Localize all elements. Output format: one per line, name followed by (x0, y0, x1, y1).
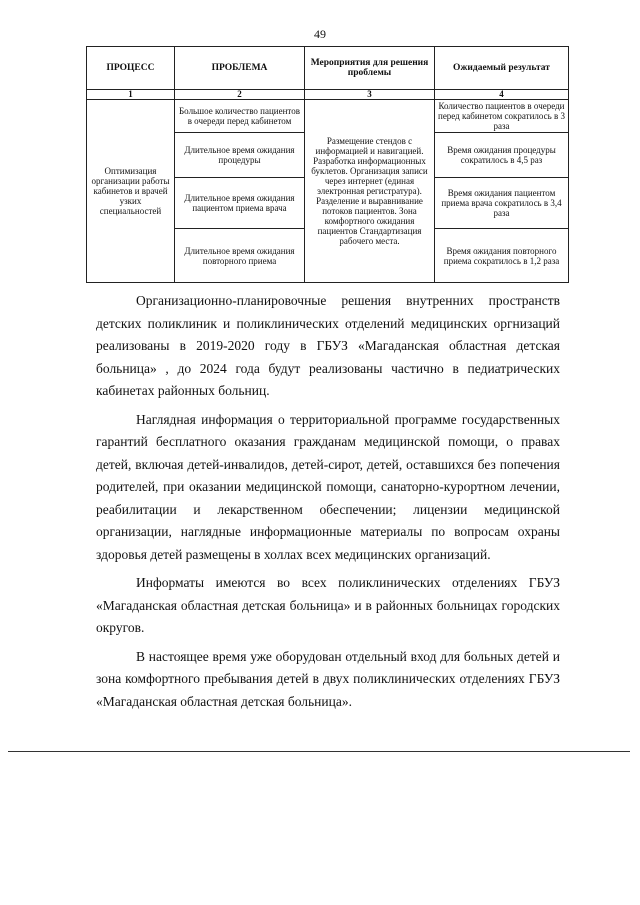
header-problem: ПРОБЛЕМА (175, 47, 305, 90)
result-cell: Количество пациентов в очереди перед кабинетом сократилось в 3 раза (435, 100, 569, 133)
problem-cell: Длительное время ожидания повторного приема (175, 229, 305, 283)
result-cell: Время ожидания пациентом приема врача сократилось в 3,4 раза (435, 178, 569, 229)
page-number: 49 (314, 27, 326, 41)
column-number: 3 (305, 90, 435, 100)
body-text (96, 290, 560, 719)
footer-rule (8, 751, 630, 752)
column-number: 4 (435, 90, 569, 100)
column-number: 1 (87, 90, 175, 100)
paragraph: В настоящее время уже оборудован отдельный вход для больных детей и зона комфортного пребывания детей в двух поликлинических отделениях ГБУЗ «Магаданская областная детская больница». (96, 648, 560, 709)
problem-cell: Большое количество пациентов в очереди перед кабинетом (175, 100, 305, 133)
column-number: 2 (175, 90, 305, 100)
problem-cell: Длительное время ожидания процедуры (175, 133, 305, 178)
table-header-row (87, 47, 569, 90)
header-measures: Мероприятия для решения проблемы (305, 47, 435, 90)
header-result: Ожидаемый результат (435, 47, 569, 90)
result-cell: Время ожидания повторного приема сократилось в 1,2 раза (435, 229, 569, 283)
process-cell: Оптимизация организации работы кабинетов и врачей узких специальностей (87, 100, 175, 283)
measures-cell: Размещение стендов с информацией и навигацией. Разработка информационных буклетов. Организация записи через интернет (единая электронная регистратура). Разделение и выравнивание потоков пациентов. Зона комфортного ожидания пациентов Стандартизация рабочего места. (305, 100, 435, 283)
paragraph: Информаты имеются во всех поликлинических отделениях ГБУЗ «Магаданская областная детская больница» и в районных больницах городских округов. (96, 575, 560, 635)
paragraph: Наглядная информация о территориальной программе государственных гарантий бесплатного оказания гражданам медицинской помощи, о правах детей, включая детей-инвалидов, детей-сирот, детей, оставшихся без попечения родителей, при оказании медицинской помощи, санаторно-курортном лечении, реабилитации и лекарственном обеспечении; лицензии медицинской организации, наглядные информационные материалы по вопросам охраны здоровья детей размещены в холлах всех медицинских организаций. (96, 411, 560, 562)
table-row (87, 100, 569, 133)
header-process: ПРОЦЕСС (87, 47, 175, 90)
paragraph: Организационно-планировочные решения внутренних пространств детских поликлиник и поликлинических отделений медицинских оргнизаций реализованы в 2019-2020 году в ГБУЗ «Магаданская областная детская больница» , до 2024 года будут реализованы частично в педиатрических кабинетах районных больниц. (96, 293, 560, 398)
process-table (86, 46, 569, 283)
problem-cell: Длительное время ожидания пациентом приема врача (175, 178, 305, 229)
column-number-row (87, 90, 569, 100)
result-cell: Время ожидания процедуры сократилось в 4,5 раз (435, 133, 569, 178)
